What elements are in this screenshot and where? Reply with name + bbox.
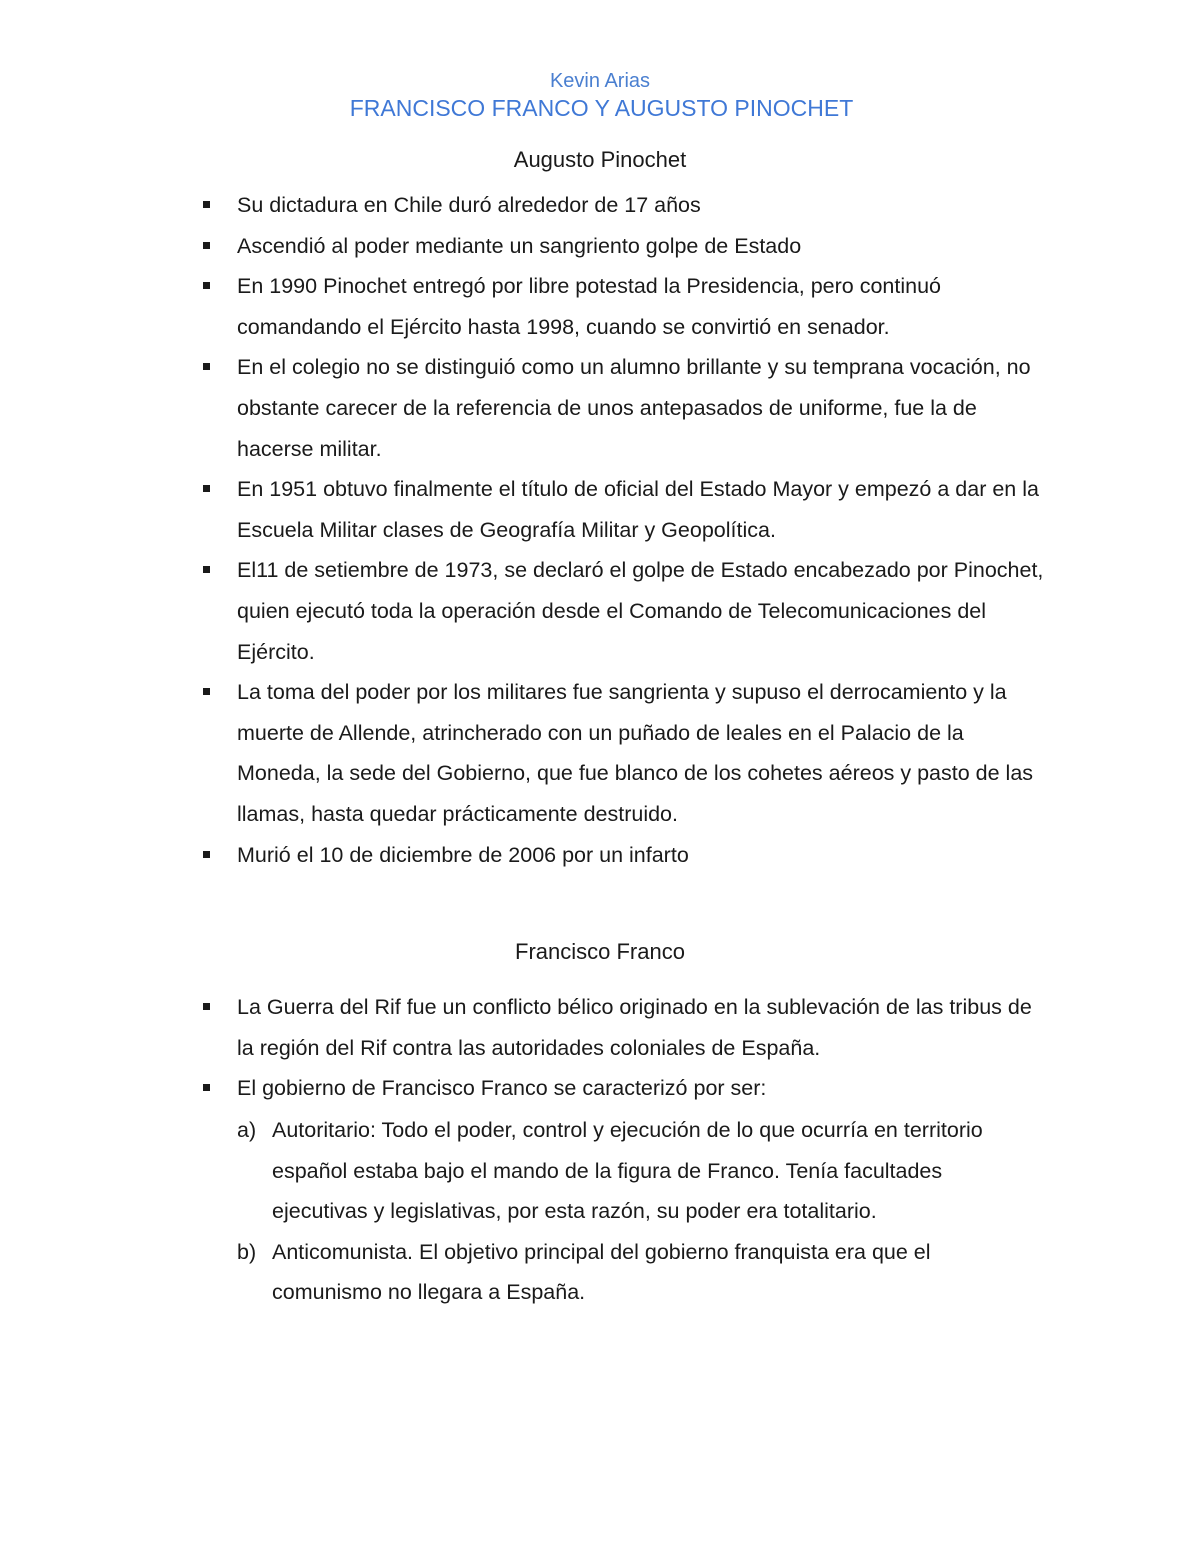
section-heading-pinochet: Augusto Pinochet: [513, 147, 687, 172]
square-bullet-icon: [203, 688, 210, 695]
square-bullet-icon: [203, 242, 210, 249]
list-item-text: Su dictadura en Chile duró alrededor de 17 años: [237, 193, 701, 217]
sub-list-item: [0, 1232, 1200, 1313]
list-item: [0, 835, 1200, 876]
list-item: [0, 226, 1200, 267]
list-item-text: Ascendió al poder mediante un sangriento golpe de Estado: [237, 233, 802, 258]
list-item: [0, 550, 1200, 672]
list-item: [0, 469, 1200, 550]
list-item: [0, 672, 1200, 834]
list-marker: a): [237, 1118, 257, 1142]
square-bullet-icon: [203, 282, 210, 289]
list-marker: b): [237, 1239, 257, 1264]
section-heading-franco: Francisco Franco: [515, 939, 685, 964]
square-bullet-icon: [203, 566, 210, 573]
square-bullet-icon: [203, 201, 210, 208]
list-item-text: La toma del poder por los militares fue sangrienta y supuso el derrocamiento y la muerte de Allende, atrincherado con un puñado de leales en el Palacio de la Moneda, la sede del Gobierno, que fue blanco de los cohetes aéreos y pasto de las llamas, hasta quedar prácticamente destruido.: [237, 680, 1034, 826]
list-item-text: En el colegio no se distinguió como un alumno brillante y su temprana vocación, no obstante carecer de la referencia de unos antepasados de uniforme, fue la de hacerse militar.: [237, 355, 1031, 461]
list-item: [0, 1068, 1200, 1109]
list-item: [0, 987, 1200, 1068]
sub-list-item: [0, 1110, 1200, 1232]
list-item: [0, 266, 1200, 347]
sub-list-item-text: Anticomunista. El objetivo principal del gobierno franquista era que el comunismo no llegara a España.: [272, 1239, 931, 1305]
pinochet-bullet-list: [0, 185, 1200, 875]
list-item: [0, 347, 1200, 469]
author-name: Kevin Arias: [549, 70, 651, 92]
list-item-text: El11 de setiembre de 1973, se declaró el golpe de Estado encabezado por Pinochet, quien ejecutó toda la operación desde el Comando de Telecomunicaciones del Ejército.: [237, 558, 1044, 664]
square-bullet-icon: [203, 1084, 210, 1091]
list-item-text: Murió el 10 de diciembre de 2006 por un infarto: [237, 842, 689, 867]
square-bullet-icon: [203, 363, 210, 370]
list-item: [0, 185, 1200, 226]
square-bullet-icon: [203, 1003, 210, 1010]
square-bullet-icon: [203, 485, 210, 492]
sub-list-item-text: Autoritario: Todo el poder, control y ejecución de lo que ocurría en territorio español estaba bajo el mando de la figura de Franco. Tenía facultades ejecutivas y legislativas, por esta razón, su poder era totalitario.: [272, 1118, 983, 1224]
list-item-text: En 1990 Pinochet entregó por libre potestad la Presidencia, pero continuó comandando el Ejército hasta 1998, cuando se convirtió en senador.: [237, 274, 941, 339]
list-item-text: El gobierno de Francisco Franco se caracterizó por ser:: [237, 1076, 767, 1101]
square-bullet-icon: [203, 851, 210, 858]
franco-characteristics-list: [0, 1110, 1200, 1313]
list-item-text: La Guerra del Rif fue un conflicto bélico originado en la sublevación de las tribus de la región del Rif contra las autoridades coloniales de España.: [237, 995, 1032, 1060]
franco-bullet-list: [0, 987, 1200, 1109]
document-title: FRANCISCO FRANCO Y AUGUSTO PINOCHET: [349, 95, 854, 121]
list-item-text: En 1951 obtuvo finalmente el título de oficial del Estado Mayor y empezó a dar en la Escuela Militar clases de Geografía Militar y Geopolítica.: [237, 477, 1039, 542]
